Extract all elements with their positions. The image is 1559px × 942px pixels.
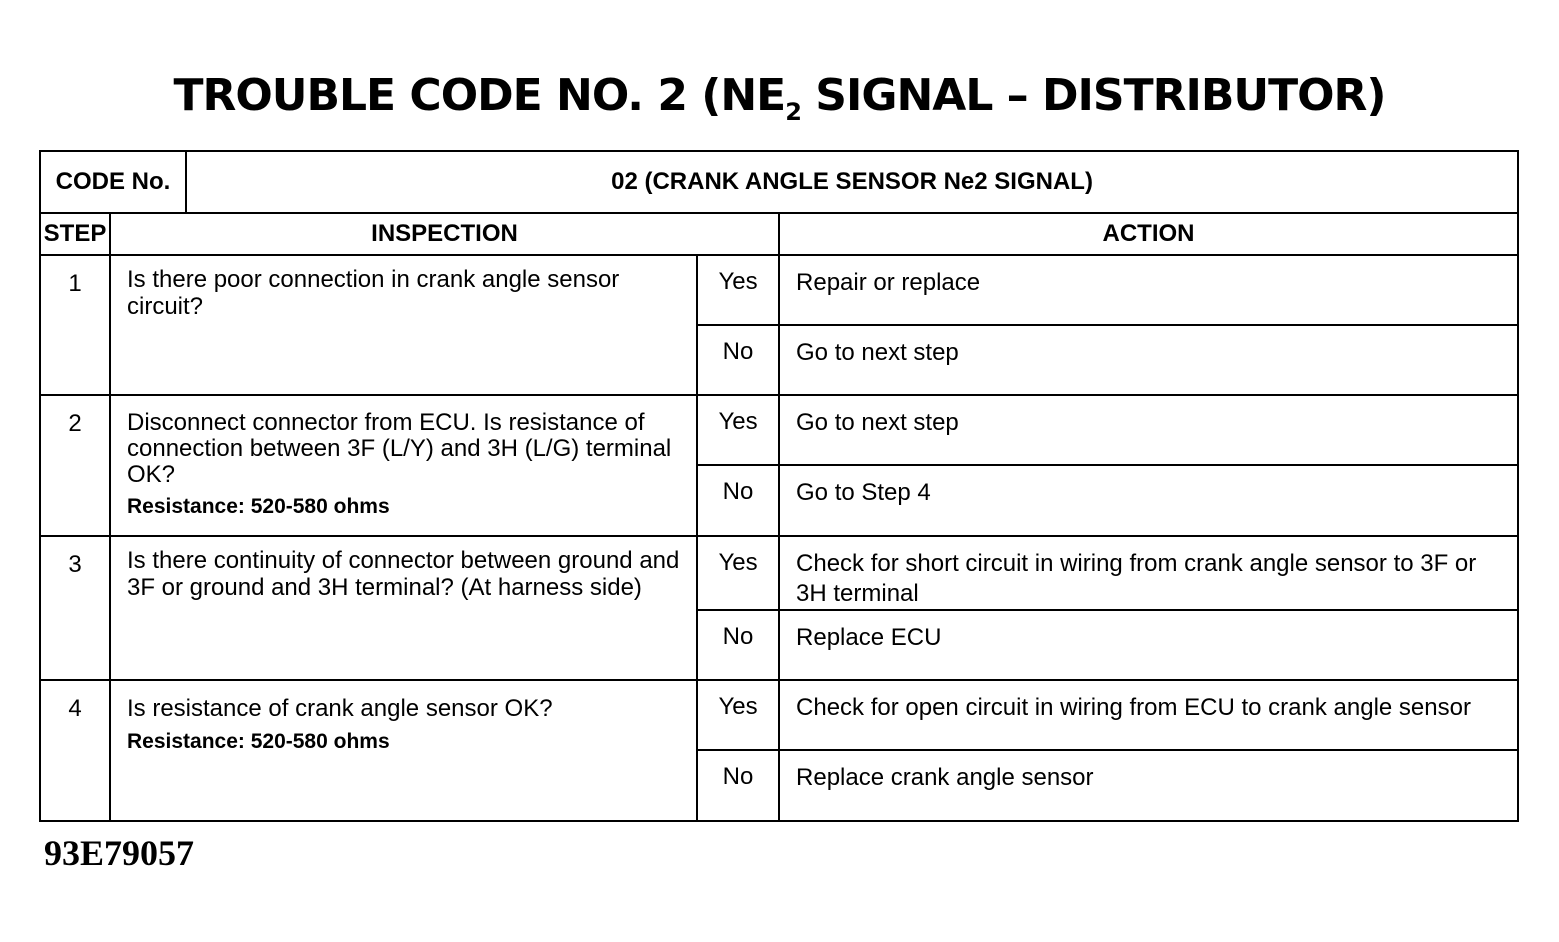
title-subscript: 2 [785,98,801,126]
trouble-code-table [39,150,1519,822]
code-value: 02 (CRANK ANGLE SENSOR Ne2 SIGNAL) [186,151,1518,213]
resistance-spec: Resistance: 520-580 ohms [127,495,390,518]
header-inspection: INSPECTION [110,213,779,255]
code-label: CODE No. [40,151,186,213]
inspection-cell [110,255,697,395]
no-action: Replace ECU [779,610,1518,680]
inspection-text: Disconnect connector from ECU. Is resistance of connection between 3F (L/Y) and 3H (L/G) terminal OK? [127,409,672,488]
yes-label: Yes [697,536,779,610]
code-row [40,151,1518,213]
yes-label: Yes [697,255,779,325]
no-label: No [697,750,779,821]
no-action: Go to next step [779,325,1518,395]
yes-label: Yes [697,680,779,750]
table-row [40,255,1518,325]
yes-action: Repair or replace [779,255,1518,325]
header-step: STEP [40,213,110,255]
step-number: 3 [40,536,110,680]
step-number: 1 [40,255,110,395]
yes-action: Go to next step [779,395,1518,465]
inspection-cell [110,680,697,821]
yes-action: Check for open circuit in wiring from ECU to crank angle sensor [779,680,1518,750]
step-number: 2 [40,395,110,536]
title-prefix: TROUBLE CODE NO. 2 (NE [173,70,786,121]
table-row [40,680,1518,750]
table-row [40,536,1518,610]
no-action: Go to Step 4 [779,465,1518,536]
header-row [40,213,1518,255]
no-action: Replace crank angle sensor [779,750,1518,821]
step-number: 4 [40,680,110,821]
yes-action: Check for short circuit in wiring from crank angle sensor to 3F or 3H terminal [779,536,1518,610]
yes-label: Yes [697,395,779,465]
resistance-spec: Resistance: 520-580 ohms [127,730,390,753]
inspection-text: Is there continuity of connector between ground and 3F or ground and 3H terminal? (At harness side) [127,547,680,601]
figure-id: 93E79057 [44,833,195,873]
inspection-cell [110,536,697,680]
inspection-text: Is resistance of crank angle sensor OK? [127,695,553,722]
table-row [40,395,1518,465]
page-title [0,70,1559,126]
title-suffix: SIGNAL – DISTRIBUTOR) [800,70,1386,121]
inspection-cell [110,395,697,536]
inspection-text: Is there poor connection in crank angle sensor circuit? [127,266,620,320]
no-label: No [697,465,779,536]
header-action: ACTION [779,213,1518,255]
no-label: No [697,325,779,395]
no-label: No [697,610,779,680]
